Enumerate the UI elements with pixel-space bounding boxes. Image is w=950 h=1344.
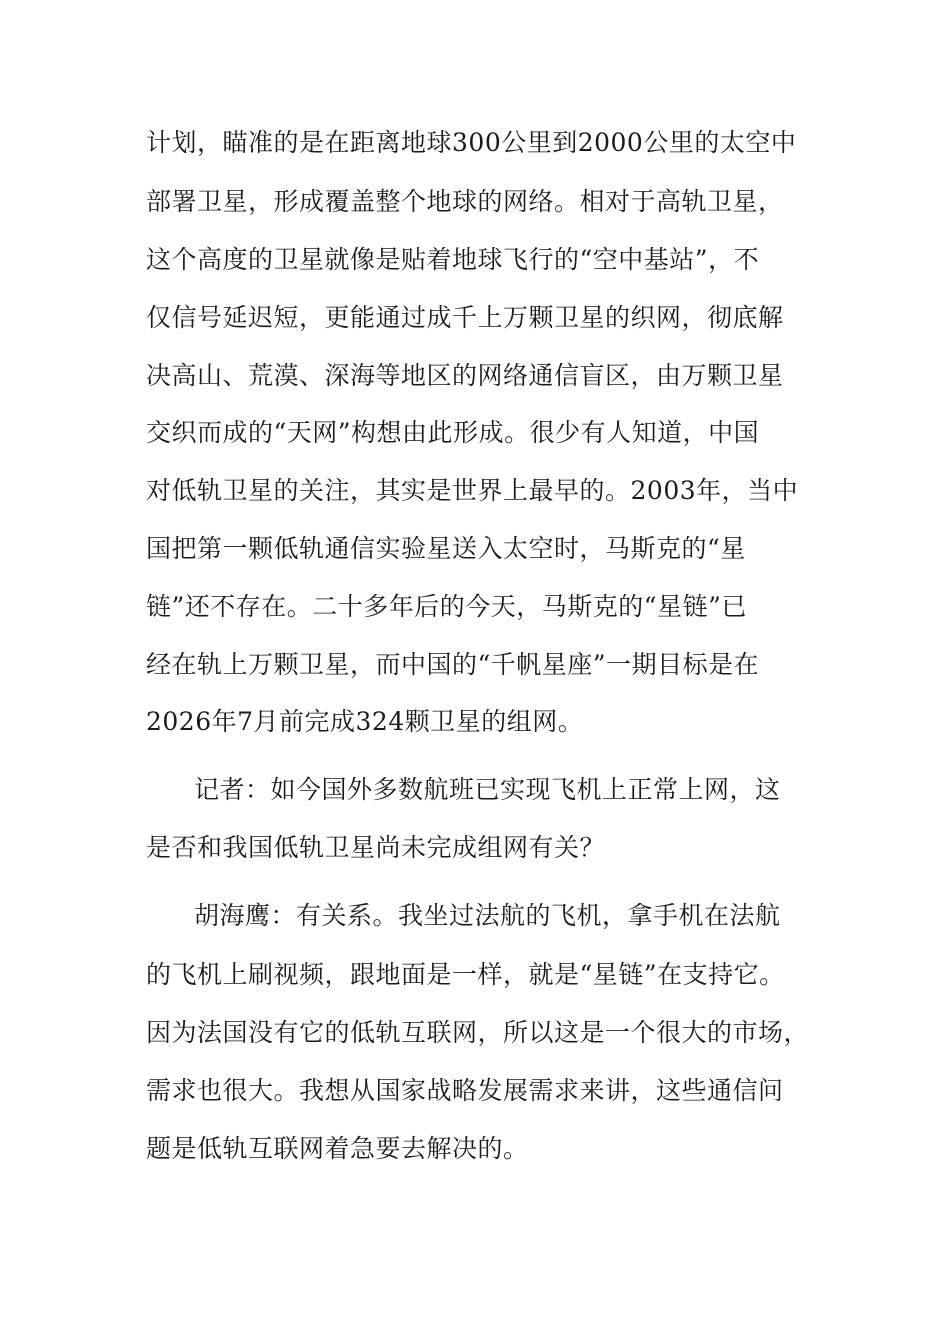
text-line: 因为法国没有它的低轨互联网，所以这是一个很大的市场， xyxy=(146,1018,810,1047)
text-line: 国把第一颗低轨通信实验星送入太空时，马斯克的“星 xyxy=(146,534,746,563)
text-line: 计划，瞄准的是在距离地球300公里到2000公里的太空中 xyxy=(146,128,797,157)
text-line: 这个高度的卫星就像是贴着地球飞行的“空中基站”，不 xyxy=(146,245,760,274)
text-line: 经在轨上万颗卫星，而中国的“千帆星座”一期目标是在 xyxy=(146,650,760,679)
text-line: 胡海鹰：有关系。我坐过法航的飞机，拿手机在法航 xyxy=(194,901,781,930)
text-line: 的飞机上刷视频，跟地面是一样，就是“星链”在支持它。 xyxy=(146,960,785,989)
text-line: 链”还不存在。二十多年后的今天，马斯克的“星链”已 xyxy=(146,592,747,621)
text-line: 部署卫星，形成覆盖整个地球的网络。相对于高轨卫星， xyxy=(146,187,784,216)
text-line: 需求也很大。我想从国家战略发展需求来讲，这些通信问 xyxy=(146,1076,784,1105)
text-line: 交织而成的“天网”构想由此形成。很少有人知道，中国 xyxy=(146,418,760,447)
text-line: 2026年7月前完成324颗卫星的组网。 xyxy=(146,707,584,736)
text-line: 记者：如今国外多数航班已实现飞机上正常上网，这 xyxy=(194,775,781,804)
text-line: 决高山、荒漠、深海等地区的网络通信盲区，由万颗卫星 xyxy=(146,361,784,390)
text-line: 题是低轨互联网着急要去解决的。 xyxy=(146,1134,529,1163)
text-line: 仅信号延迟短，更能通过成千上万颗卫星的织网，彻底解 xyxy=(146,303,784,332)
text-line: 是否和我国低轨卫星尚未完成组网有关？ xyxy=(146,833,606,862)
text-line: 对低轨卫星的关注，其实是世界上最早的。2003年，当中 xyxy=(146,476,799,505)
